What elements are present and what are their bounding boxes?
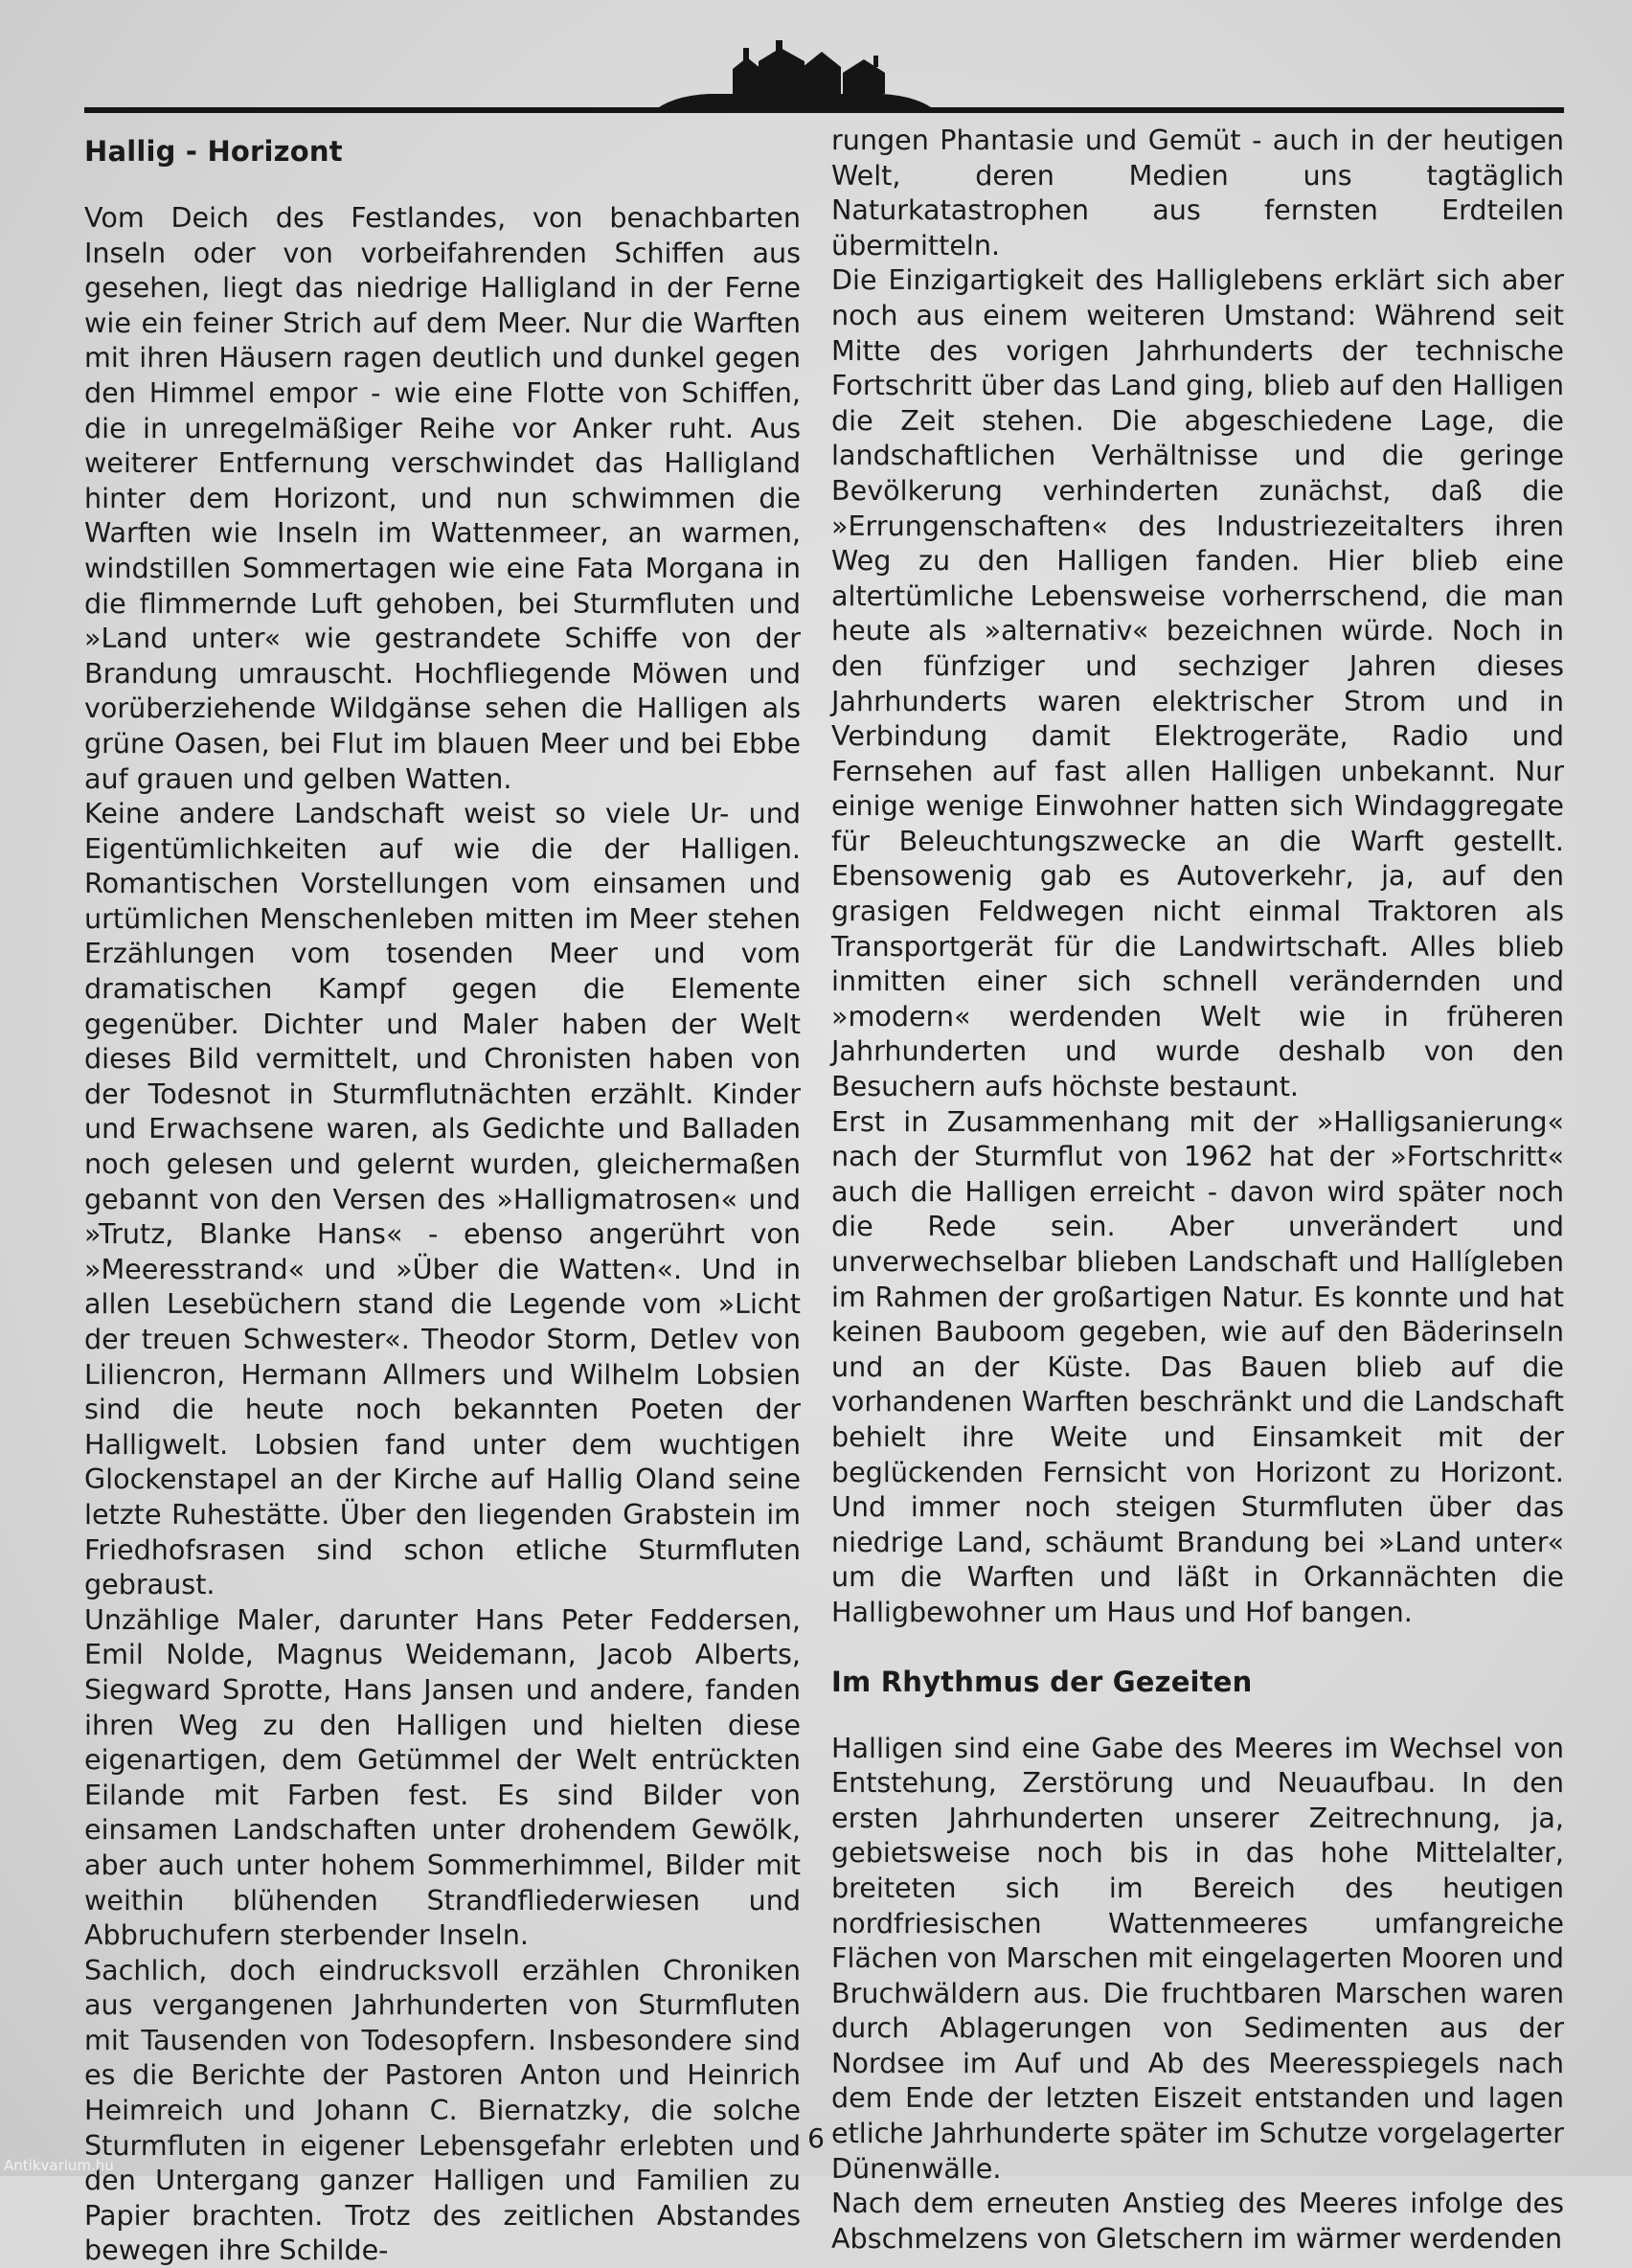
paragraph: Unzählige Maler, darunter Hans Peter Feddersen, Emil Nolde, Magnus Weidemann, Jacob Alberts, Siegward Sprotte, Hans Jansen und andere, fanden ihren Weg zu den Halligen und hielten diese eigenartigen, dem Getümmel der Welt entrückten Eilande mit Farben fest. Es sind Bilder von einsamen Landschaften unter drohendem Gewölk, aber auch unter hohem Sommerhimmel, Bilder mit weithin blühenden Strandfliederwiesen und Abbruchufern sterbender Inseln. bbox=[84, 1602, 801, 1952]
paragraph: Vom Deich des Festlandes, von benachbarten Inseln oder von vorbeifahrenden Schiffen aus gesehen, liegt das niedrige Halligland in der Ferne wie ein feiner Strich auf dem Meer. Nur die Warften mit ihren Häusern ragen deutlich und dunkel gegen den Himmel empor - wie eine Flotte von Schiffen, die in unregelmäßiger Reihe vor Anker ruht. Aus weiterer Entfernung verschwindet das Halligland hinter dem Horizont, und nun schwimmen die Warften wie Inseln im Wattenmeer, an warmen, windstillen Sommertagen wie eine Fata Morgana in die flimmernde Luft gehoben, bei Sturmfluten und »Land unter« wie gestrandete Schiffe von der Brandung umrauscht. Hochfliegende Möwen und vorüberziehende Wildgänse sehen die Halligen als grüne Oasen, bei Flut im blauen Meer und bei Ebbe auf grauen und gelben Watten. bbox=[84, 201, 801, 795]
hallig-warft-houses-emblem bbox=[651, 38, 939, 115]
page-number: 6 bbox=[807, 2122, 825, 2154]
paragraph: rungen Phantasie und Gemüt - auch in der heutigen Welt, deren Medien uns tagtäglich Naturkatastrophen aus fernsten Erdteilen übermitteln. bbox=[831, 124, 1564, 261]
header-rule bbox=[84, 107, 1564, 113]
left-column bbox=[84, 134, 801, 2268]
section-heading-rhythmus: Im Rhythmus der Gezeiten bbox=[831, 1665, 1253, 1698]
right-column bbox=[831, 123, 1564, 2256]
paragraph: Halligen sind eine Gabe des Meeres im Wechsel von Entstehung, Zerstörung und Neuaufbau. In den ersten Jahrhunderten unserer Zeitrechnung, ja, gebietsweise noch bis in das hohe Mittelalter, breiteten sich im Bereich des heutigen nordfriesischen Wattenmeeres umfangreiche Flächen von Marschen mit eingelagerten Mooren und Bruchwäldern aus. Die fruchtbaren Marschen waren durch Ablagerungen von Sedimenten aus der Nordsee im Auf und Ab des Meeresspiegels nach dem Ende der letzten Eiszeit entstanden und lagen etliche Jahrhunderte später im Schutze vorgelagerter Dünenwälle. bbox=[831, 1731, 1564, 2185]
paragraph: Sachlich, doch eindrucksvoll erzählen Chroniken aus vergangenen Jahrhunderten von Sturmfluten mit Tausenden von Todesopfern. Insbesondere sind es die Berichte der Pastoren Anton und Heinrich Heimreich und Johann C. Biernatzky, die solche Sturmfluten in eigener Lebensgefahr erlebten und den Untergang ganzer Halligen und Familien zu Papier brachten. Trotz des zeitlichen Abstandes bewegen ihre Schilde- bbox=[84, 1953, 801, 2267]
section-heading-hallig-horizont: Hallig - Horizont bbox=[84, 135, 343, 168]
paragraph: Keine andere Landschaft weist so viele Ur- und Eigentümlichkeiten auf wie die der Halligen. Romantischen Vorstellungen vom einsamen und urtümlichen Menschenleben mitten im Meer stehen Erzählungen vom tosenden Meer und vom dramatischen Kampf gegen die Elemente gegenüber. Dichter und Maler haben der Welt dieses Bild vermittelt, und Chronisten haben von der Todesnot in Sturmflutnächten erzählt. Kinder und Erwachsene waren, als Gedichte und Balladen noch gelesen und gelernt wurden, gleichermaßen gebannt von den Versen des »Halligmatrosen« und »Trutz, Blanke Hans« - ebenso angerührt von »Meeresstrand« und »Über die Watten«. Und in allen Lesebüchern stand die Legende vom »Licht der treuen Schwester«. Theodor Storm, Detlev von Liliencron, Hermann Allmers und Wilhelm Lobsien sind die heute noch bekannten Poeten der Halligwelt. Lobsien fand unter dem wuchtigen Glockenstapel an der Kirche auf Hallig Oland seine letzte Ruhestätte. Über den liegenden Grabstein im Friedhofsrasen sind schon etliche Sturmfluten gebraust. bbox=[84, 797, 801, 1601]
paragraph: Nach dem erneuten Anstieg des Meeres infolge des Abschmelzens von Gletschern im wärmer werdenden bbox=[831, 2187, 1564, 2255]
watermark: Antikvarium.hu bbox=[4, 2157, 114, 2174]
paragraph: Erst in Zusammenhang mit der »Halligsanierung« nach der Sturmflut von 1962 hat der »Fortschritt« auch die Halligen erreicht - davon wird später noch die Rede sein. Aber unverändert und unverwechselbar blieben Landschaft und Hallígleben im Rahmen der großartigen Natur. Es konnte und hat keinen Bauboom gegeben, wie auf den Bäderinseln und an der Küste. Das Bauen blieb auf die vorhandenen Warften beschränkt und die Landschaft behielt ihre Weite und Einsamkeit mit der beglückenden Fernsicht von Horizont zu Horizont. Und immer noch steigen Sturmfluten über das niedrige Land, schäumt Brandung bei »Land unter« um die Warften und läßt in Orkannächten die Halligbewohner um Haus und Hof bangen. bbox=[831, 1104, 1564, 1628]
paragraph: Die Einzigartigkeit des Halliglebens erklärt sich aber noch aus einem weiteren Umstand: Während seit Mitte des vorigen Jahrhunderts der technische Fortschritt über das Land ging, blieb auf den Halligen die Zeit stehen. Die abgeschiedene Lage, die landschaftlichen Verhältnisse und die geringe Bevölkerung verhinderten zunächst, daß die »Errungenschaften« des Industriezeitalters ihren Weg zu den Halligen fanden. Hier blieb eine altertümliche Lebensweise vorherrschend, die man heute als »alternativ« bezeichnen würde. Noch in den fünfziger und sechziger Jahren dieses Jahrhunderts waren elektrischer Strom und in Verbindung damit Elektrogeräte, Radio und Fernsehen auf fast allen Halligen unbekannt. Nur einige wenige Einwohner hatten sich Windaggregate für Beleuchtungszwecke an die Warft gestellt. Ebensowenig gab es Autoverkehr, ja, auf den grasigen Feldwegen nicht einmal Traktoren als Transportgerät für die Landwirtschaft. Alles blieb inmitten einer sich schnell verändernden und »modern« werdenden Welt wie in früheren Jahrhunderten und wurde deshalb von den Besuchern aufs höchste bestaunt. bbox=[831, 263, 1564, 1103]
